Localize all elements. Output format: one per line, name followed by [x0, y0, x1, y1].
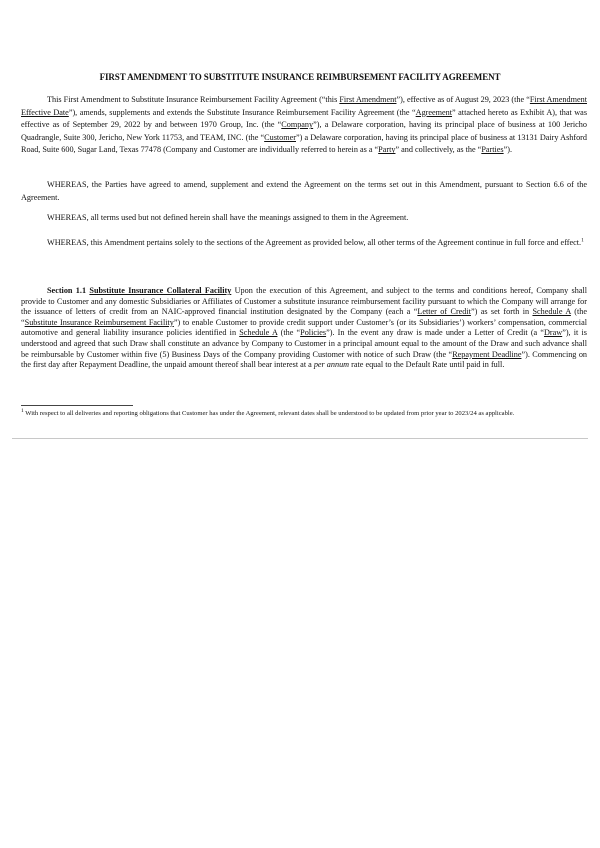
defined-term: Company — [281, 120, 314, 130]
text: WHEREAS, this Amendment pertains solely to the sections of the Agreement as provided below, all other terms of the Agreement continue in full force and effect. — [47, 238, 582, 247]
text: ”), effective as of August 29, 2023 (the “ — [396, 95, 530, 104]
text: ”) as set forth in — [470, 307, 533, 317]
footnote-mark: 1 — [21, 407, 24, 414]
text: rate equal to the Default Rate until paid in full. — [349, 360, 505, 370]
text: (the “ — [21, 307, 587, 327]
page-divider — [12, 438, 588, 439]
section-1-1 — [21, 286, 587, 371]
document-title: FIRST AMENDMENT TO SUBSTITUTE INSURANCE REIMBURSEMENT FACILITY AGREEMENT — [99, 72, 501, 82]
footnote-separator — [21, 405, 133, 406]
defined-term: First Amendment — [339, 95, 397, 104]
text: This First Amendment to Substitute Insurance Reimbursement Facility Agreement (“this — [47, 95, 340, 104]
defined-term: Policies — [300, 328, 327, 338]
defined-term: Parties — [481, 145, 504, 155]
footnote — [21, 409, 587, 418]
text: ”). — [503, 145, 513, 155]
defined-term: Draw — [544, 328, 563, 338]
defined-term: Party — [378, 145, 396, 155]
defined-term: First Amendment Effective Date — [21, 95, 587, 117]
defined-term: Substitute Insurance Reimbursement Facility — [24, 317, 174, 327]
whereas-clause-1: WHEREAS, the Parties have agreed to amend, supplement and extend the Agreement on the terms set out in this Amendment, pursuant to Section 6.6 of the Agreement. — [21, 180, 587, 202]
schedule-reference: Schedule A — [239, 328, 278, 338]
text: ”). In the event any draw is made under a Letter of Credit (a “ — [326, 328, 544, 338]
text: ”), it is understood and agreed that such Draw shall constitute an advance by Company to Customer in a principal amount equal to the amount of the Draw and such advance shall be reimbursable by Customer within five (5) Business Days of the Company providing Customer with notice of such Draw (the “ — [21, 328, 587, 359]
text: (the “ — [277, 328, 301, 338]
defined-term: Customer — [264, 132, 296, 142]
section-heading: Substitute Insurance Collateral Facility — [89, 286, 232, 295]
text: ”) a Delaware corporation, having its principal place of business at 13131 Dairy Ashford Road, Suite 600, Sugar Land, Texas 77478 (Company and Customer are individually referred to herein as a “ — [21, 132, 587, 155]
footnote-text: With respect to all deliveries and reporting obligations that Customer has under the Agreement, relevant dates shall be understood to be updated from prior year to 2023/24 as applicable. — [23, 410, 515, 417]
defined-term: Agreement — [415, 107, 453, 117]
whereas-clause-2: WHEREAS, all terms used but not defined herein shall have the meanings assigned to them in the Agreement. — [47, 213, 409, 222]
section-number: Section 1.1 — [47, 286, 87, 295]
text: ”), amends, supplements and extends the Substitute Insurance Reimbursement Facility Agreement (the “ — [68, 107, 416, 117]
text: ” attached hereto as Exhibit A), that was effective as of September 29, 2022 by and between 1970 Group, Inc. (the “ — [21, 107, 588, 130]
defined-term: Repayment Deadline — [452, 349, 522, 359]
text: ” and collectively, as the “ — [395, 145, 482, 155]
italic-term: per annum — [313, 360, 350, 370]
intro-paragraph — [21, 94, 587, 157]
defined-term: Letter of Credit — [417, 307, 471, 317]
text: ”) to enable Customer to provide credit support under Customer’s (or its Subsidiaries’) workers’ compensation, commercial automotive and general liability insurance policies identified in — [21, 317, 587, 338]
schedule-reference: Schedule A — [532, 307, 571, 317]
text: Upon the execution of this Agreement, and subject to the terms and conditions hereof, Company shall provide to Customer and any domestic Subsidiaries or Affiliates of Customer a substitute insurance reimbursement facility pursuant to which the Company will arrange for the issuance of letters of credit from an NAIC-approved financial institution designated by the Company (each a “ — [21, 286, 588, 317]
text: ”). Commencing on the first day after Repayment Deadline, the unpaid amount thereof shall bear interest at a — [21, 349, 588, 370]
whereas-clause-3 — [21, 237, 587, 250]
footnote-reference: 1 — [581, 237, 584, 244]
text: ”), a Delaware corporation, having its principal place of business at 100 Jericho Quadrangle, Suite 300, Jericho, New York 11753, and TEAM, INC. (the “ — [21, 120, 587, 142]
